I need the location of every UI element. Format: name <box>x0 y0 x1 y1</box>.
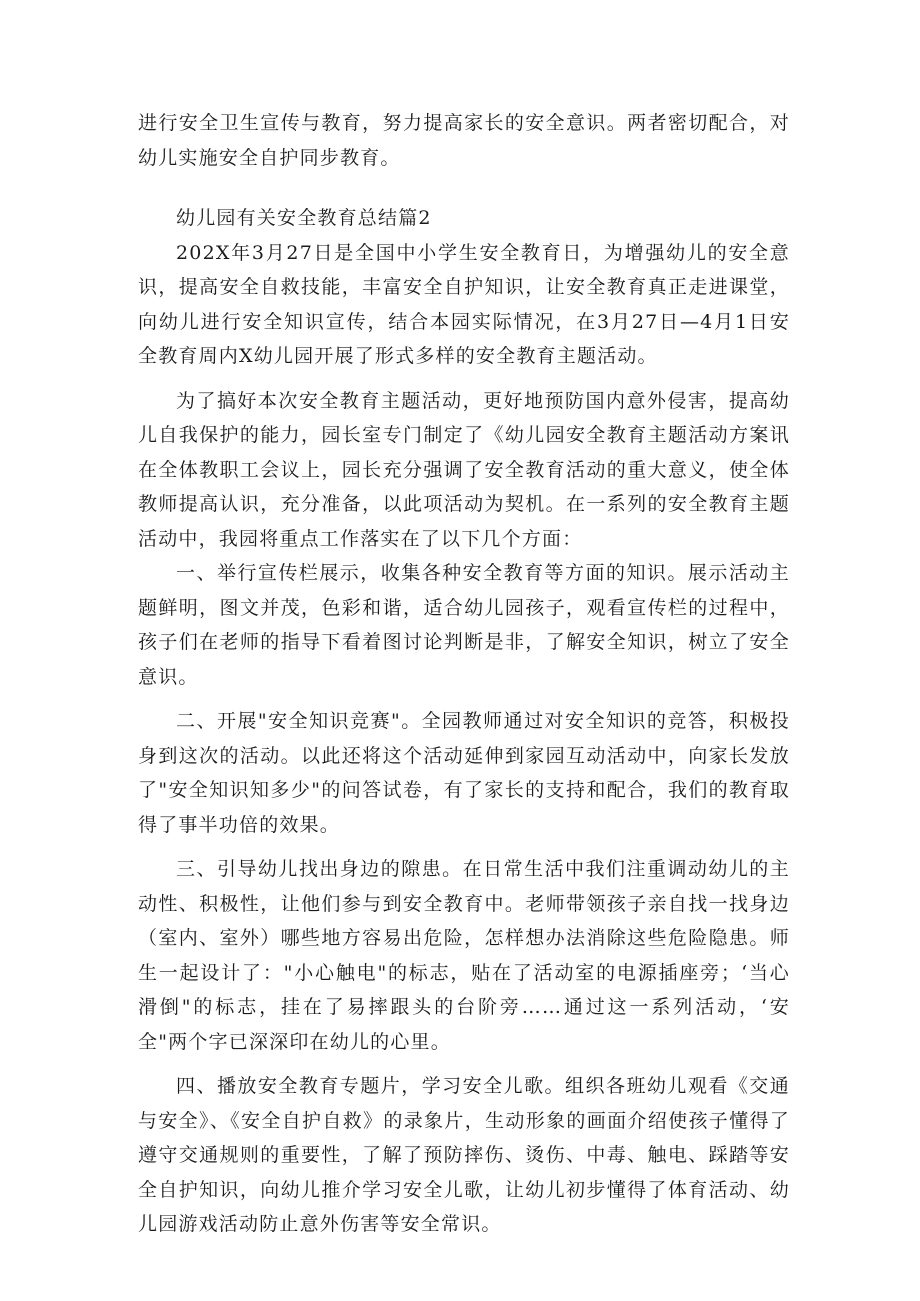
paragraph-item-one: 一、举行宣传栏展示，收集各种安全教育等方面的知识。展示活动主题鲜明，图文并茂，色彩和谐，适合幼儿园孩子，观看宣传栏的过程中，孩子们在老师的指导下看着图讨论判断是非，了解安全知识，树立了安全意识。 <box>138 562 790 688</box>
paragraph-planning: 为了搞好本次安全教育主题活动，更好地预防国内意外侵害，提高幼儿自我保护的能力，园长室专门制定了《幼儿园安全教育主题活动方案讯在全体教职工会议上，园长充分强调了安全教育活动的重大意义，使全体教师提高认识，充分准备，以此项活动为契机。在一系列的安全教育主题活动中，我园将重点工作落实在了以下几个方面： <box>138 389 790 550</box>
section-title: 幼儿园有关安全教育总结篇2 <box>176 207 432 229</box>
paragraph-item-three: 三、引导幼儿找出身边的隙患。在日常生活中我们注重调动幼儿的主动性、积极性，让他们参与到安全教育中。老师带领孩子亲自找一找身边（室内、室外）哪些地方容易出危险，怎样想办法消除这些危险隐患。师生一起设计了："小心触电"的标志，贴在了活动室的电源插座旁；‘当心滑倒"的标志，挂在了易摔跟头的台阶旁……通过这一系列活动，‘安全"两个字已深深印在幼儿的心里。 <box>138 858 790 1053</box>
paragraph-item-four: 四、播放安全教育专题片，学习安全儿歌。组织各班幼儿观看《交通与安全》、《安全自护自救》的录象片，生动形象的画面介绍使孩子懂得了遵守交通规则的重要性，了解了预防摔伤、烫伤、中毒、触电、踩踏等安全自护知识，向幼儿推介学习安全儿歌，让幼儿初步懂得了体育活动、幼儿园游戏活动防止意外伤害等安全常识。 <box>138 1075 790 1235</box>
intro-paragraph: 进行安全卫生宣传与教育，努力提高家长的安全意识。两者密切配合，对幼儿实施安全自护同步教育。 <box>138 112 790 169</box>
paragraph-intro-date: 202X年3月27日是全国中小学生安全教育日，为增强幼儿的安全意识，提高安全自救技能，丰富安全自护知识，让安全教育真正走进课堂，向幼儿进行安全知识宣传，结合本园实际情况，在3月27日—4月1日安全教育周内X幼儿园开展了形式多样的安全教育主题活动。 <box>138 241 790 367</box>
paragraph-item-two: 二、开展"安全知识竞赛"。全园教师通过对安全知识的竞答，积极投身到这次的活动。以此还将这个活动延伸到家园互动活动中，向家长发放了"安全知识知多少"的问答试卷，有了家长的支持和配合，我们的教育取得了事半功倍的效果。 <box>138 710 790 836</box>
document-body <box>138 106 790 1242</box>
